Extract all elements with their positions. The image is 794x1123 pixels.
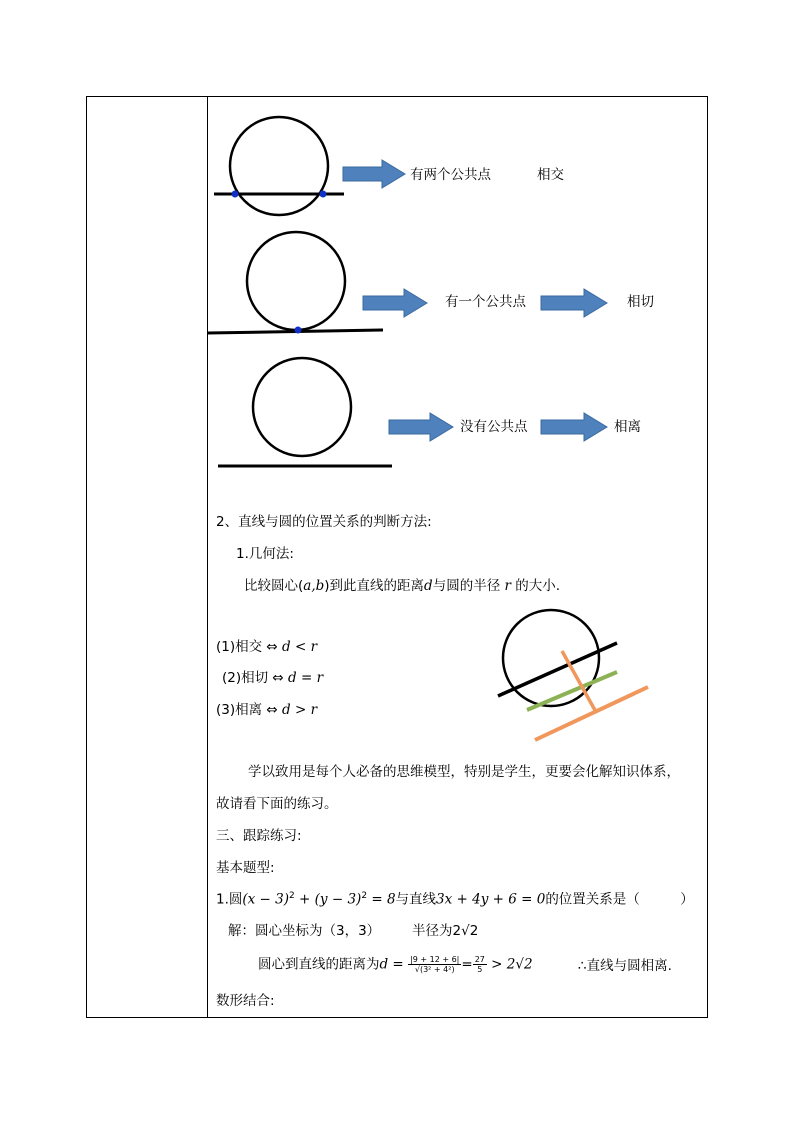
solution-radius: 半径为2√2 — [412, 923, 479, 939]
separate-desc: 没有公共点 — [460, 419, 528, 435]
distance-figure — [490, 612, 660, 747]
solution-conclusion: ∴直线与圆相离. — [578, 958, 672, 974]
fraction-value: $\frac{27}{5}$ — [474, 955, 485, 975]
tangent-result: 相切 — [627, 294, 654, 310]
method-subheading: 1.几何法: — [236, 546, 294, 562]
case-intersect: (1)相交 ⇔ d < r — [216, 639, 318, 655]
solution-center: 解：圆心坐标为（3，3） — [228, 923, 381, 939]
arrow-icon — [342, 158, 408, 190]
compare-sentence: 比较圆心(a,b)到此直线的距离d与圆的半径 r 的大小. — [244, 578, 561, 594]
combine-label: 数形结合: — [216, 993, 275, 1009]
separate-result: 相离 — [614, 419, 641, 435]
solution-distance: 圆心到直线的距离为d = $\frac{|9 + 12 + 6|}{\text{√(3² + 4²)}}$ = $\frac{27}{5}$ > 2√2 — [258, 955, 533, 975]
method-heading: 2、直线与圆的位置关系的判断方法: — [216, 514, 432, 530]
separate-figure — [215, 362, 395, 472]
arrow-icon — [540, 411, 610, 443]
case-tangent: (2)相切 ⇔ d = r — [222, 670, 324, 686]
practice-heading: 三、跟踪练习: — [216, 828, 302, 844]
intersect-result: 相交 — [537, 167, 564, 183]
arrow-icon — [540, 287, 610, 319]
arrow-icon — [362, 287, 430, 319]
content-table — [86, 96, 708, 1018]
question-1: 1.圆$(x - 3)^2 + (y - 3)^2 = 8$与直线3x + 4y + 6 = 0的位置关系是（ ） — [216, 891, 694, 908]
basic-type-label: 基本题型: — [216, 860, 275, 876]
tangent-desc: 有一个公共点 — [445, 294, 526, 310]
case-separate: (3)相离 ⇔ d > r — [216, 702, 318, 718]
paragraph-line2: 故请看下面的练习。 — [216, 796, 338, 812]
fraction-distance: $\frac{|9 + 12 + 6|}{\text{√(3² + 4²)}}$ — [410, 955, 460, 975]
arrow-icon — [388, 411, 456, 443]
intersect-desc: 有两个公共点 — [410, 167, 491, 183]
paragraph-line1: 学以致用是每个人必备的思维模型，特别是学生，更要会化解知识体系， — [248, 764, 680, 780]
